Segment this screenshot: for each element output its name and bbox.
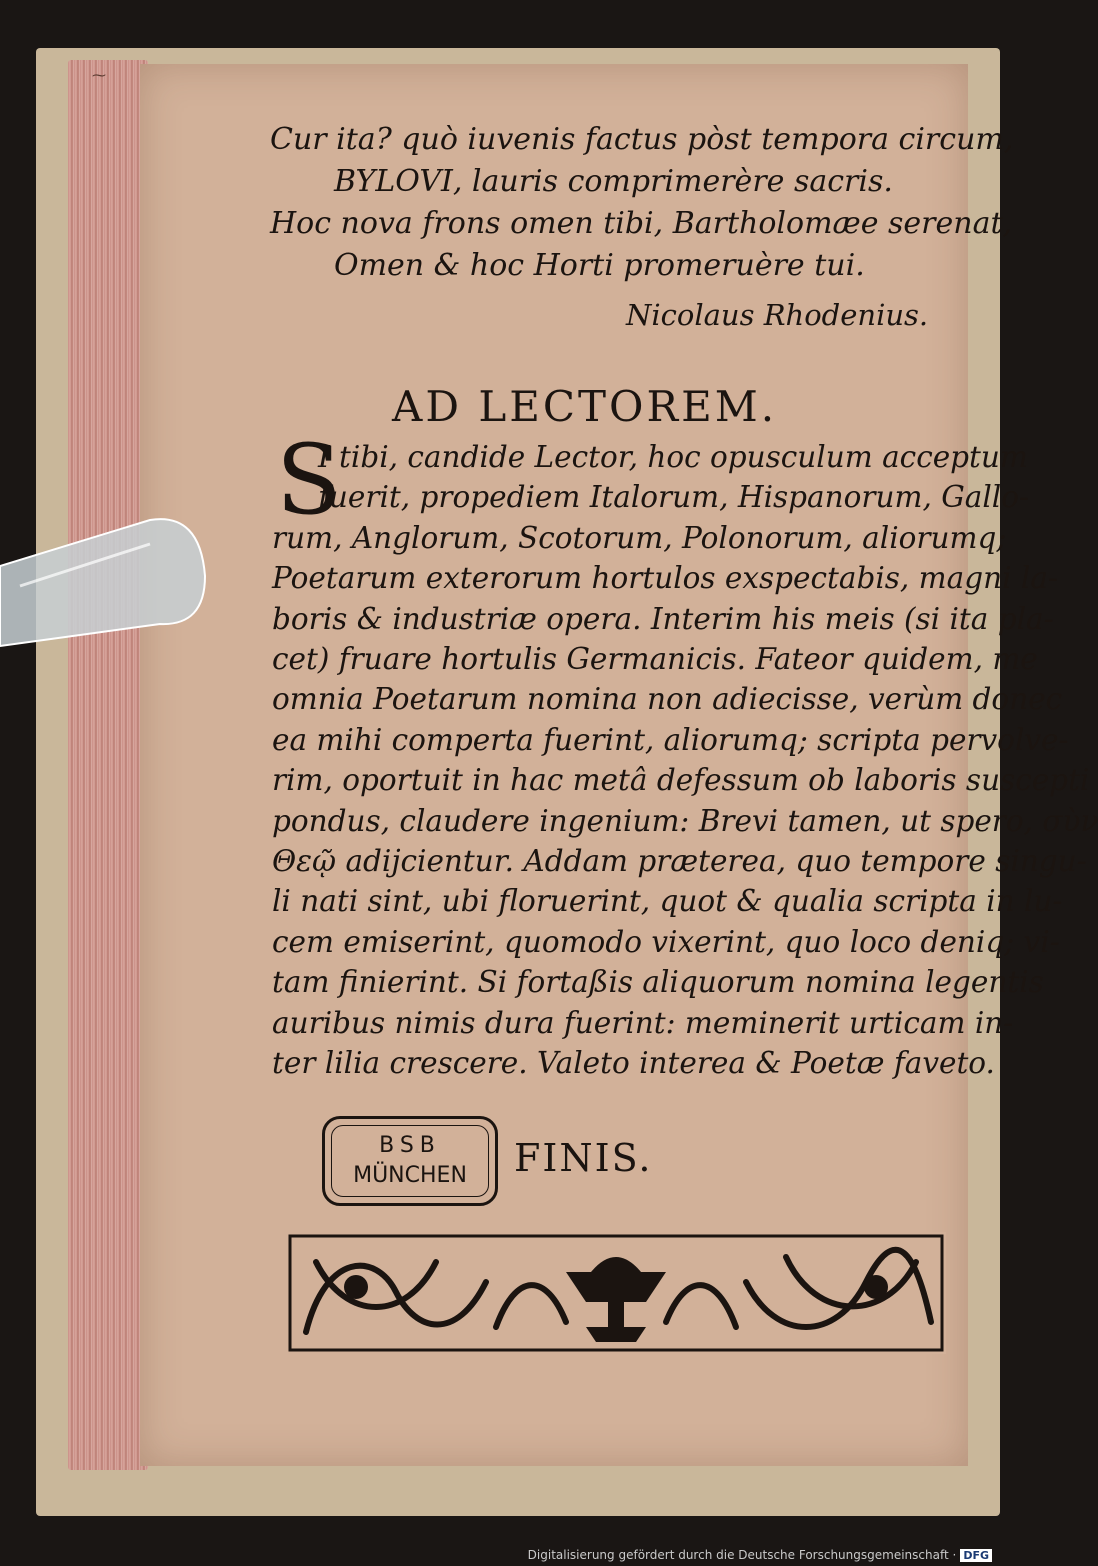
- section-heading: AD LECTOREM.: [392, 382, 778, 431]
- paragraph-line: ter lilia crescere. Valeto interea & Poetæ faveto.: [272, 1046, 995, 1080]
- paragraph-line: Θεῷ adijcientur. Addam præterea, quo tempore singu-: [272, 844, 1087, 878]
- drop-cap: S: [276, 424, 342, 536]
- paragraph-line: I tibi, candide Lector, hoc opusculum acceptum: [318, 440, 1028, 474]
- finis-label: FINIS.: [514, 1136, 653, 1180]
- footer-credit: [528, 1548, 992, 1562]
- woodcut-ornament: [286, 1232, 946, 1354]
- paragraph-line: boris & industriæ opera. Interim his meis (si ita pla-: [272, 601, 1054, 636]
- paragraph-line: auribus nimis dura fuerint: meminerit urticam in-: [272, 1005, 1014, 1040]
- paragraph-line: rim, oportuit in hac metâ defessum ob laboris suscepti: [272, 763, 1090, 798]
- footer-text: Digitalisierung gefördert durch die Deutsche Forschungsgemeinschaft ·: [527, 1548, 957, 1562]
- poem-line-2: BYLOVI, lauris comprimerère sacris.: [334, 164, 893, 199]
- paragraph-line: li nati sint, ubi floruerint, quot & qualia scripta in lu-: [272, 884, 1063, 919]
- dfg-logo: DFG: [960, 1549, 992, 1562]
- library-stamp: [322, 1116, 498, 1206]
- paragraph-line: ea mihi comperta fuerint, aliorumq; scripta pervolve-: [272, 722, 1069, 757]
- page-edges: [68, 60, 148, 1470]
- poem-line-3: Hoc nova frons omen tibi, Bartholomæe serenat,: [270, 206, 1013, 241]
- poem-signature: Nicolaus Rhodenius.: [626, 298, 929, 332]
- paragraph-line: omnia Poetarum nomina non adiecisse, verùm donec: [272, 682, 1063, 717]
- paragraph-line: cem emiserint, quomodo vixerint, quo loco deniq; vi-: [272, 924, 1060, 959]
- edge-mark: ⁓: [92, 68, 106, 84]
- poem-line-4: Omen & hoc Horti promeruère tui.: [334, 248, 865, 283]
- paragraph-line: fuerit, propediem Italorum, Hispanorum, Gallo-: [318, 480, 1029, 515]
- paragraph-line: pondus, claudere ingenium: Brevi tamen, ut spero, σὺν: [272, 803, 1098, 838]
- paragraph-line: Poetarum exterorum hortulos exspectabis, magni la-: [272, 561, 1058, 596]
- paragraph-line: cet) fruare hortulis Germanicis. Fateor quidem, me: [272, 642, 1038, 676]
- stamp-line-2: MÜNCHEN: [353, 1163, 467, 1188]
- paragraph-line: rum, Anglorum, Scotorum, Polonorum, aliorumq;: [272, 520, 1007, 555]
- stamp-line-1: BSB: [379, 1133, 441, 1158]
- paragraph-line: tam finierint. Si fortaßis aliquorum nomina legentis: [272, 965, 1044, 1000]
- glass-spatula: [0, 516, 205, 686]
- poem-line-1: Cur ita? quò iuvenis factus pòst tempora circum,: [270, 122, 1014, 157]
